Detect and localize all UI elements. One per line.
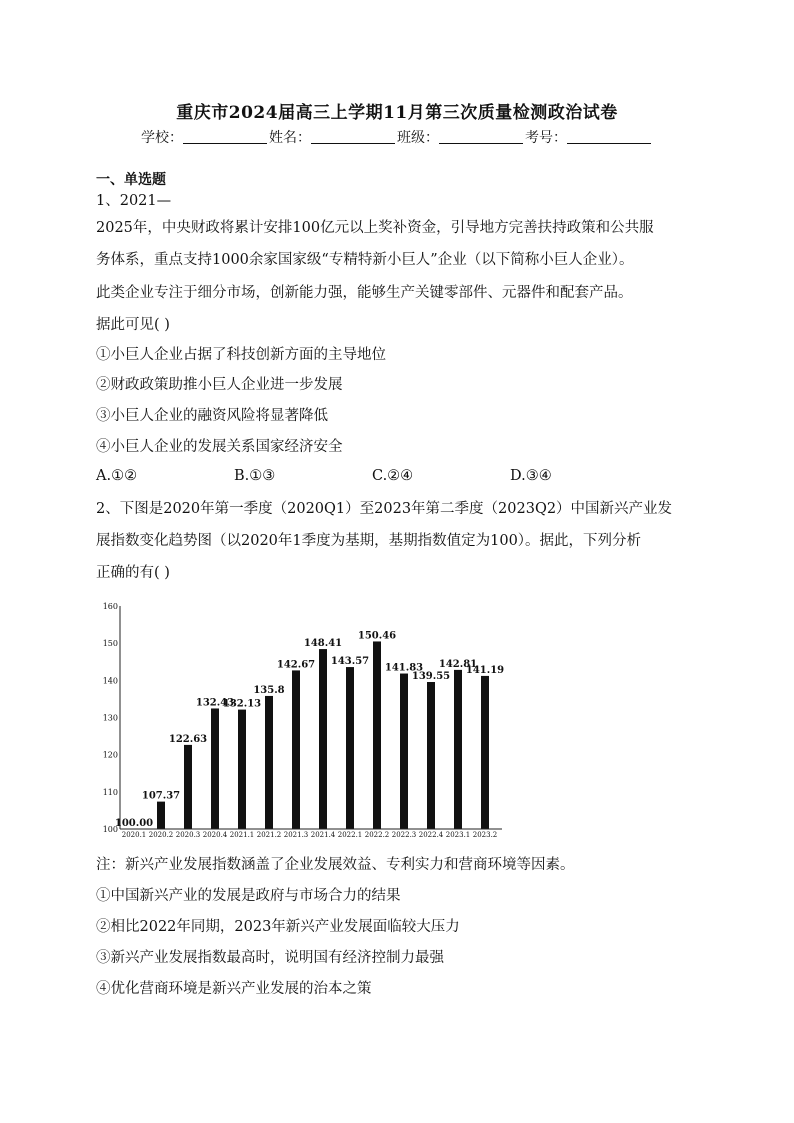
x-tick-label: 2020.2: [148, 831, 174, 839]
q1-line: 此类企业专注于细分市场，创新能力强，能够生产关键零部件、元器件和配套产品。: [96, 285, 633, 301]
q1-item: ④小巨人企业的发展关系国家经济安全: [96, 439, 343, 455]
school-blank[interactable]: [183, 129, 267, 144]
y-tick-label: 100: [102, 825, 118, 834]
y-tick-label: 110: [102, 787, 118, 797]
x-tick-label: 2021.2: [256, 831, 282, 839]
name-label: 姓名：: [269, 130, 311, 146]
chart-note: 注：新兴产业发展指数涵盖了企业发展效益、专利实力和营商环境等因素。: [96, 857, 575, 873]
bar-value-label: 107.37: [141, 790, 181, 802]
q2-line: 正确的有( ): [96, 565, 170, 581]
index-bar-chart: [90, 598, 520, 842]
q1-item: ②财政政策助推小巨人企业进一步发展: [96, 377, 343, 393]
q2-item: ①中国新兴产业的发展是政府与市场合力的结果: [96, 888, 401, 904]
school-label: 学校：: [141, 130, 183, 146]
bar-value-label: 148.41: [303, 638, 343, 650]
q2-item: ③新兴产业发展指数最高时，说明国有经济控制力最强: [96, 950, 444, 966]
y-tick-label: 160: [102, 602, 118, 611]
class-label: 班级：: [397, 130, 439, 146]
q1-option-c[interactable]: C.②④: [372, 468, 414, 484]
bar-value-label: 139.55: [411, 671, 451, 683]
bar: [319, 649, 327, 829]
bar: [373, 641, 381, 829]
q1-item: ③小巨人企业的融资风险将显著降低: [96, 408, 328, 424]
q2-item: ②相比2022年同期，2023年新兴产业发展面临较大压力: [96, 919, 460, 935]
bar: [346, 667, 354, 829]
q1-line: 2025年，中央财政将累计安排100亿元以上奖补资金，引导地方完善扶持政策和公共服: [96, 220, 654, 236]
class-blank[interactable]: [439, 129, 523, 144]
x-tick-label: 2020.4: [202, 831, 228, 839]
bar-value-label: 141.83: [384, 662, 424, 674]
bar-value-label: 150.46: [357, 630, 397, 642]
bar-value-label: 132.43: [195, 697, 235, 709]
number-label: 考号：: [525, 130, 567, 146]
bar: [184, 745, 192, 829]
section-heading: 一、单选题: [96, 172, 166, 188]
x-tick-label: 2021.3: [283, 831, 309, 839]
bar: [481, 676, 489, 829]
q1-option-b[interactable]: B.①③: [234, 468, 276, 484]
bar: [265, 696, 273, 829]
y-tick-label: 120: [102, 750, 118, 760]
y-tick-label: 150: [102, 639, 118, 649]
q2-item: ④优化营商环境是新兴产业发展的治本之策: [96, 981, 372, 997]
x-tick-label: 2020.3: [175, 831, 201, 839]
bar: [427, 682, 435, 829]
exam-title: 重庆市2024届高三上学期11月第三次质量检测政治试卷: [176, 103, 618, 123]
q1-line: 1、2021—: [96, 193, 172, 209]
y-tick-label: 140: [102, 676, 118, 686]
bar-value-label: 122.63: [168, 733, 208, 745]
bar-value-label: 142.81: [438, 658, 478, 670]
bar: [292, 670, 300, 829]
y-tick-label: 130: [102, 713, 118, 723]
student-info-line: [0, 127, 794, 147]
name-blank[interactable]: [311, 129, 395, 144]
x-tick-label: 2020.1: [121, 831, 147, 839]
x-tick-label: 2022.4: [418, 831, 444, 839]
bar-value-label: 141.19: [465, 664, 505, 676]
q1-option-a[interactable]: A.①②: [96, 468, 138, 484]
bar-value-label: 100.00: [114, 818, 154, 829]
x-tick-label: 2021.1: [229, 831, 255, 839]
x-tick-label: 2021.4: [310, 831, 336, 839]
x-tick-label: 2022.3: [391, 831, 417, 839]
q2-line: 2、下图是2020年第一季度（2020Q1）至2023年第二季度（2023Q2）中国新兴产业发: [96, 501, 673, 517]
bar: [157, 802, 165, 829]
x-tick-label: 2022.1: [337, 831, 363, 839]
bar: [454, 670, 462, 829]
bar-value-label: 132.13: [222, 698, 262, 710]
number-blank[interactable]: [567, 129, 651, 144]
bar: [211, 708, 219, 829]
q1-item: ①小巨人企业占据了科技创新方面的主导地位: [96, 347, 386, 363]
bar: [400, 674, 408, 829]
x-tick-label: 2022.2: [364, 831, 390, 839]
q1-option-d[interactable]: D.③④: [510, 468, 552, 484]
q1-line: 务体系，重点支持1000余家国家级“专精特新小巨人”企业（以下简称小巨人企业）。: [96, 252, 634, 268]
bar-value-label: 143.57: [330, 656, 370, 668]
bar-value-label: 142.67: [276, 659, 316, 671]
bar: [238, 710, 246, 829]
bar-value-label: 135.8: [253, 684, 285, 696]
x-tick-label: 2023.2: [472, 831, 498, 839]
q2-line: 展指数变化趋势图（以2020年1季度为基期，基期指数值定为100）。据此，下列分析: [96, 533, 642, 549]
x-tick-label: 2023.1: [445, 831, 471, 839]
q1-line: 据此可见( ): [96, 317, 170, 333]
